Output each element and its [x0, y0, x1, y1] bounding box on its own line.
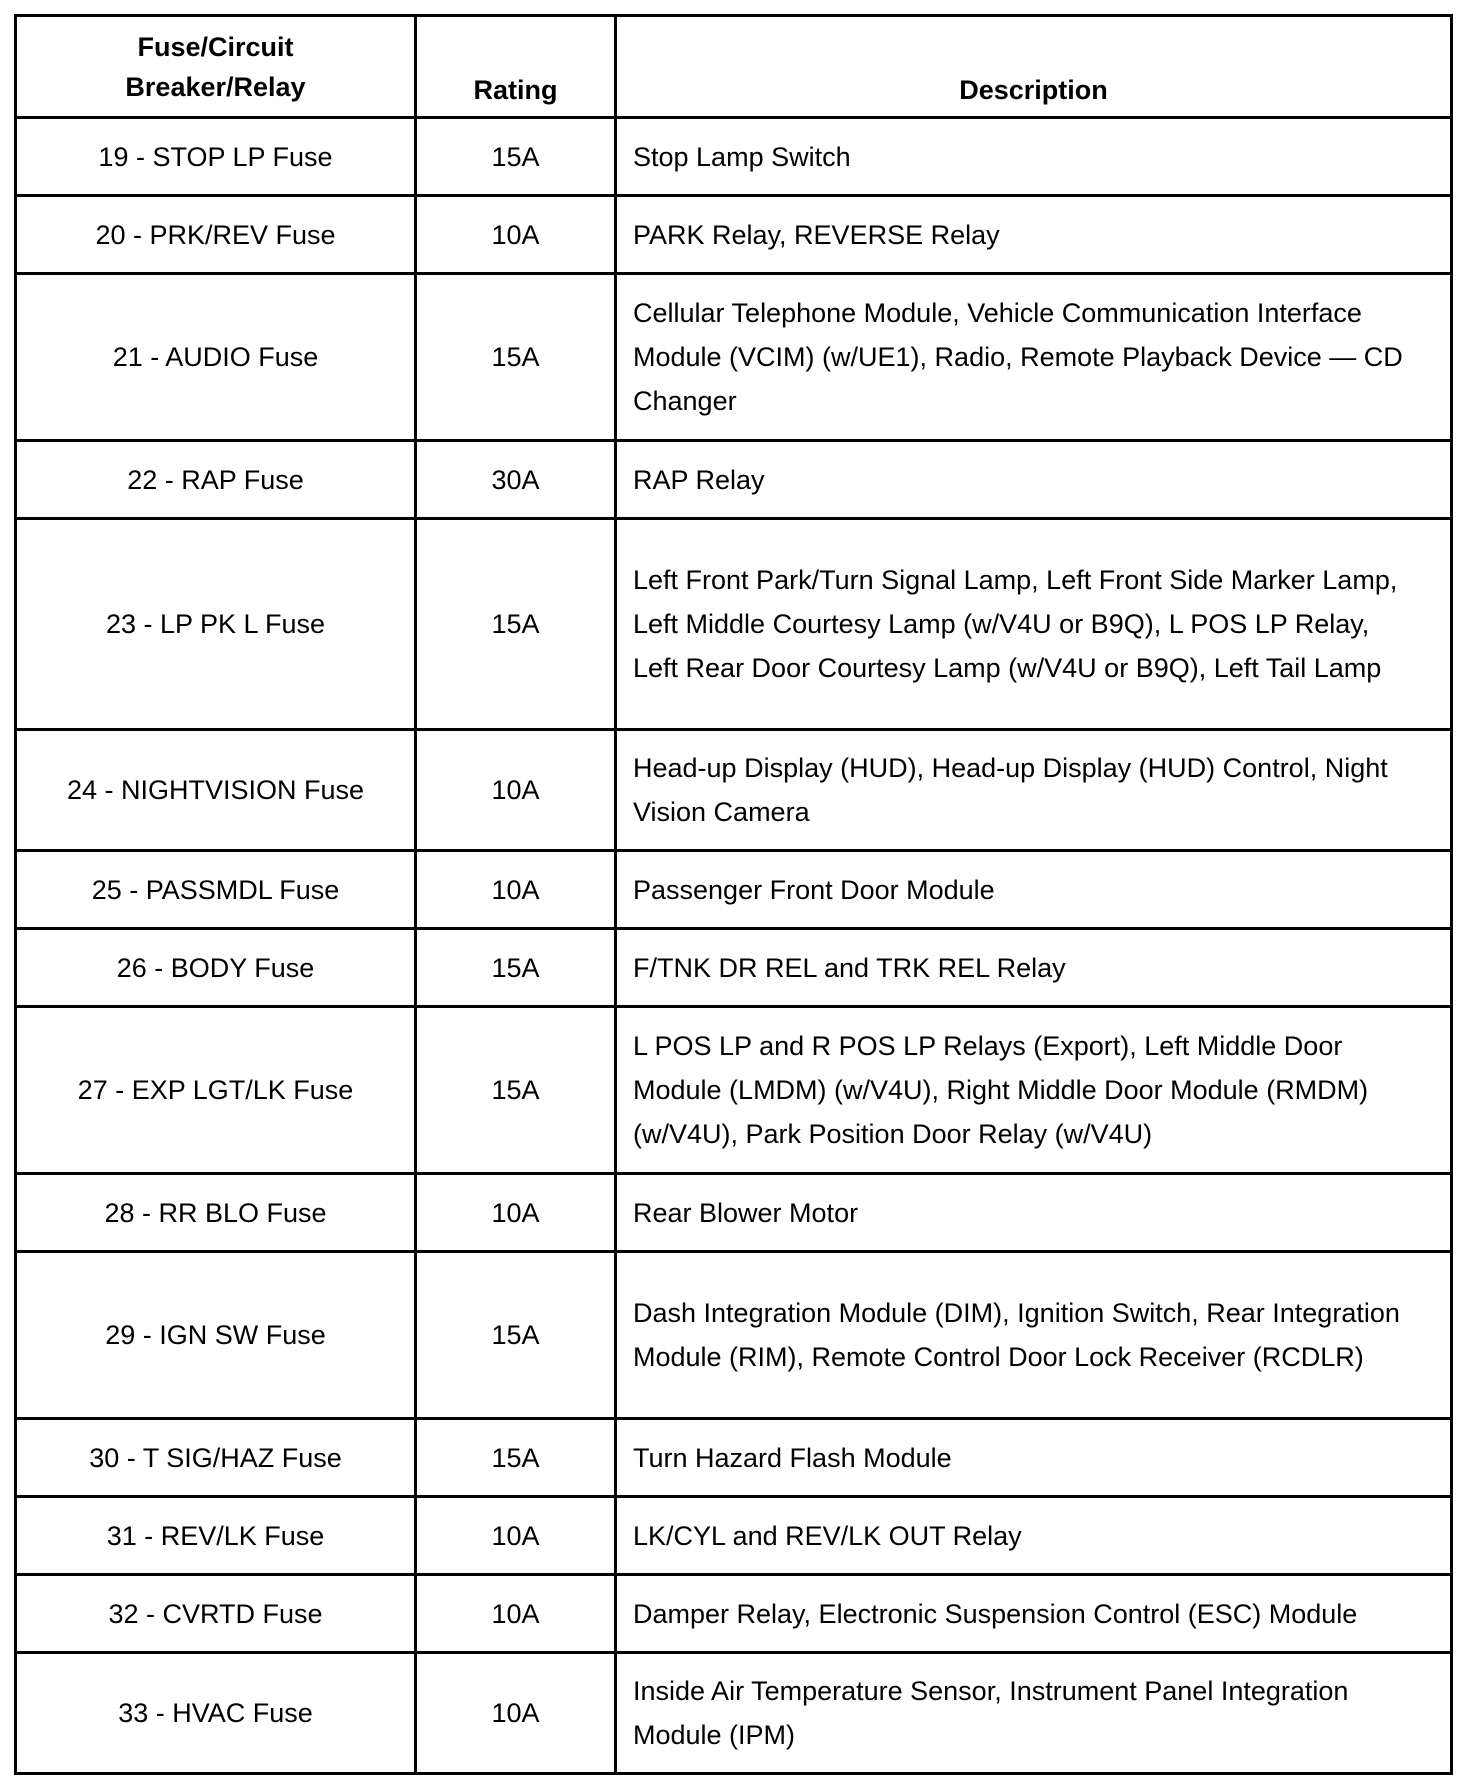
- rating-cell: 15A: [416, 929, 616, 1007]
- table-row: [16, 519, 1452, 730]
- description-cell: Left Front Park/Turn Signal Lamp, Left Front Side Marker Lamp, Left Middle Courtesy Lamp (w/V4U or B9Q), L POS LP Relay, Left Rear Door Courtesy Lamp (w/V4U or B9Q), Left Tail Lamp: [616, 519, 1452, 730]
- description-cell: Cellular Telephone Module, Vehicle Communication Interface Module (VCIM) (w/UE1), Radio, Remote Playback Device — CD Changer: [616, 274, 1452, 441]
- rating-cell: 15A: [416, 1252, 616, 1419]
- fuse-cell: 21 - AUDIO Fuse: [16, 274, 416, 441]
- fuse-cell: 27 - EXP LGT/LK Fuse: [16, 1007, 416, 1174]
- table-row: [16, 851, 1452, 929]
- description-cell: Dash Integration Module (DIM), Ignition Switch, Rear Integration Module (RIM), Remote Control Door Lock Receiver (RCDLR): [616, 1252, 1452, 1419]
- rating-cell: 10A: [416, 196, 616, 274]
- description-cell: Passenger Front Door Module: [616, 851, 1452, 929]
- fuse-cell: 25 - PASSMDL Fuse: [16, 851, 416, 929]
- table-row: [16, 196, 1452, 274]
- rating-cell: 10A: [416, 1575, 616, 1653]
- table-row: [16, 1497, 1452, 1575]
- description-cell: LK/CYL and REV/LK OUT Relay: [616, 1497, 1452, 1575]
- table-row: [16, 441, 1452, 519]
- table-row: [16, 1419, 1452, 1497]
- fuse-cell: 23 - LP PK L Fuse: [16, 519, 416, 730]
- header-fuse-line2: Breaker/Relay: [125, 71, 306, 102]
- fuse-cell: 26 - BODY Fuse: [16, 929, 416, 1007]
- fuse-cell: 24 - NIGHTVISION Fuse: [16, 730, 416, 851]
- rating-cell: 15A: [416, 1007, 616, 1174]
- table-row: [16, 1174, 1452, 1252]
- rating-cell: 15A: [416, 1419, 616, 1497]
- fuse-cell: 30 - T SIG/HAZ Fuse: [16, 1419, 416, 1497]
- rating-cell: 10A: [416, 1653, 616, 1774]
- fuse-cell: 28 - RR BLO Fuse: [16, 1174, 416, 1252]
- rating-cell: 15A: [416, 519, 616, 730]
- description-cell: F/TNK DR REL and TRK REL Relay: [616, 929, 1452, 1007]
- description-cell: Turn Hazard Flash Module: [616, 1419, 1452, 1497]
- table-row: [16, 1575, 1452, 1653]
- description-cell: PARK Relay, REVERSE Relay: [616, 196, 1452, 274]
- fuse-cell: 32 - CVRTD Fuse: [16, 1575, 416, 1653]
- rating-cell: 15A: [416, 118, 616, 196]
- rating-cell: 10A: [416, 730, 616, 851]
- header-fuse-line1: Fuse/Circuit: [137, 31, 294, 62]
- description-cell: Stop Lamp Switch: [616, 118, 1452, 196]
- fuse-table: [14, 14, 1453, 1775]
- table-row: [16, 1653, 1452, 1774]
- table-row: [16, 730, 1452, 851]
- header-description: Description: [616, 16, 1452, 118]
- fuse-cell: 22 - RAP Fuse: [16, 441, 416, 519]
- fuse-cell: 31 - REV/LK Fuse: [16, 1497, 416, 1575]
- rating-cell: 30A: [416, 441, 616, 519]
- header-fuse: [16, 16, 416, 118]
- header-rating: Rating: [416, 16, 616, 118]
- table-row: [16, 929, 1452, 1007]
- fuse-cell: 20 - PRK/REV Fuse: [16, 196, 416, 274]
- rating-cell: 10A: [416, 1174, 616, 1252]
- header-row: [16, 16, 1452, 118]
- fuse-cell: 29 - IGN SW Fuse: [16, 1252, 416, 1419]
- fuse-cell: 33 - HVAC Fuse: [16, 1653, 416, 1774]
- fuse-cell: 19 - STOP LP Fuse: [16, 118, 416, 196]
- description-cell: RAP Relay: [616, 441, 1452, 519]
- rating-cell: 10A: [416, 1497, 616, 1575]
- rating-cell: 10A: [416, 851, 616, 929]
- table-row: [16, 1252, 1452, 1419]
- description-cell: Damper Relay, Electronic Suspension Control (ESC) Module: [616, 1575, 1452, 1653]
- table-row: [16, 118, 1452, 196]
- table-row: [16, 274, 1452, 441]
- description-cell: L POS LP and R POS LP Relays (Export), Left Middle Door Module (LMDM) (w/V4U), Right Middle Door Module (RMDM) (w/V4U), Park Position Door Relay (w/V4U): [616, 1007, 1452, 1174]
- rating-cell: 15A: [416, 274, 616, 441]
- description-cell: Head-up Display (HUD), Head-up Display (HUD) Control, Night Vision Camera: [616, 730, 1452, 851]
- description-cell: Inside Air Temperature Sensor, Instrument Panel Integration Module (IPM): [616, 1653, 1452, 1774]
- description-cell: Rear Blower Motor: [616, 1174, 1452, 1252]
- table-row: [16, 1007, 1452, 1174]
